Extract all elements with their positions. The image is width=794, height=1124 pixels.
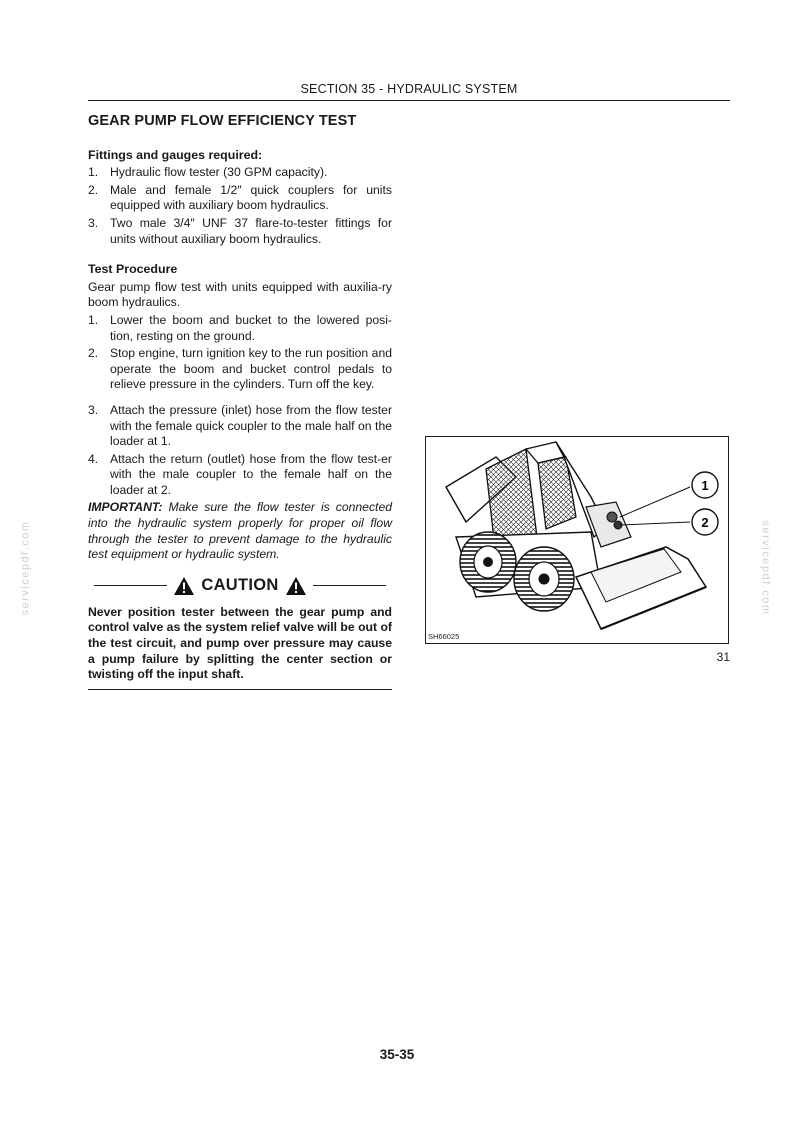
fittings-heading: Fittings and gauges required:	[88, 147, 263, 162]
loader-drawing	[426, 437, 728, 643]
watermark-right: servicepdf.com	[759, 520, 772, 616]
list-item: 2. Male and female 1/2″ quick couplers for units equipped with auxiliary boom hydraulics.	[88, 182, 392, 213]
warning-icon	[173, 576, 195, 596]
list-item: 3. Attach the pressure (inlet) hose from the flow tester with the female quick coupler to the male half on the loader at 1.	[88, 402, 392, 449]
procedure-steps	[88, 313, 392, 393]
skid-steer-illustration	[425, 436, 729, 644]
figure-number: 31	[716, 650, 730, 664]
list-item: 1. Lower the boom and bucket to the lowered posi-tion, resting on the ground.	[88, 312, 392, 343]
caution-banner	[88, 575, 392, 597]
watermark-left: servicepdf.com	[19, 520, 32, 616]
caution-text: Never position tester between the gear pump and control valve as the system relief valve will be out of the test circuit, and pump over pressure may cause a pump failure by splitting the center section or twisting off the input shaft.	[88, 604, 392, 682]
page-number: 35-35	[379, 1047, 415, 1062]
callout-2-label: 2	[701, 515, 709, 530]
list-item: 2. Stop engine, turn ignition key to the run position and operate the boom and bucket control pedals to relieve pressure in the cylinders. Turn off the key.	[88, 346, 392, 392]
page-title: GEAR PUMP FLOW EFFICIENCY TEST	[88, 113, 357, 129]
procedure-steps-continued	[88, 403, 392, 499]
callout-1-label: 1	[701, 478, 709, 493]
fittings-list	[88, 165, 392, 247]
list-item: 3. Two male 3/4″ UNF 37 flare-to-tester fittings for units without auxiliary boom hydraulics.	[88, 215, 392, 246]
caution-label: CAUTION	[201, 576, 279, 595]
header-rule	[88, 100, 730, 101]
important-note: IMPORTANT: Make sure the flow tester is connected into the hydraulic system properly for proper oil flow through the tester to prevent damage to the hydraulic test equipment or hydraulic system.	[88, 500, 392, 562]
figure-code: SH66025	[428, 632, 460, 641]
list-item: 4. Attach the return (outlet) hose from the flow test-er with the male coupler to the female half on the loader at 2.	[88, 451, 392, 497]
warning-icon	[285, 576, 307, 596]
section-header: SECTION 35 - HYDRAULIC SYSTEM	[300, 82, 518, 96]
procedure-heading: Test Procedure	[88, 262, 178, 277]
list-item: 1. Hydraulic flow tester (30 GPM capacity).	[88, 165, 328, 180]
caution-rule	[88, 689, 392, 690]
procedure-intro: Gear pump flow test with units equipped with auxilia-ry boom hydraulics.	[88, 279, 392, 310]
left-column	[88, 114, 392, 690]
